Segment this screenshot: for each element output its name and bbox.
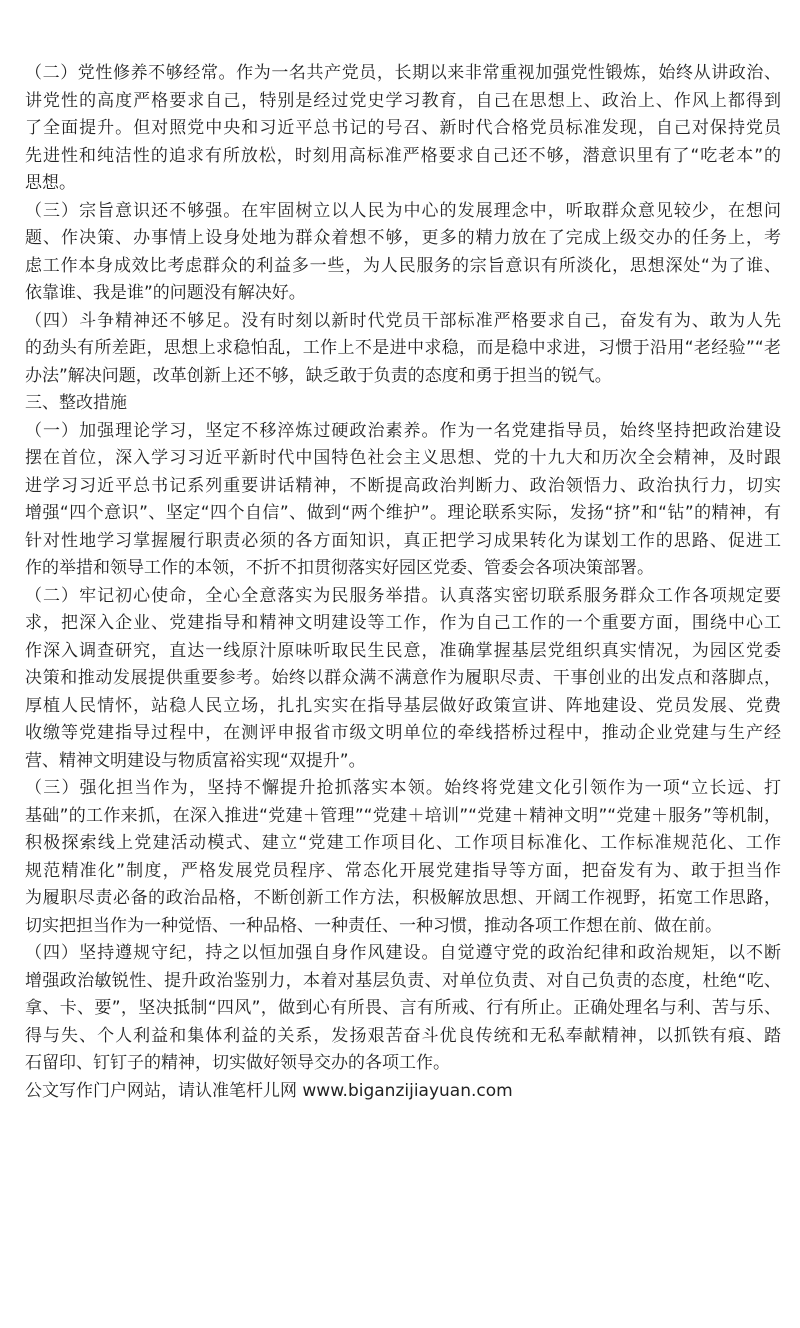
paragraph	[25, 940, 781, 1078]
text-line: 切实把担当作为一种觉悟、一种品格、一种责任、一种习惯，推动各项工作想在前、做在前。	[25, 915, 722, 936]
paragraph	[25, 775, 781, 940]
text-line: 增强政治敏锐性、提升政治鉴别力，本着对基层负责、对单位负责、对自己负责的态度，杜绝“吃、	[25, 970, 781, 991]
text-line: 办法”解决问题，改革创新上还不够，缺乏敢于负责的态度和勇于担当的锐气。	[25, 365, 612, 386]
text-line: 摆在首位，深入学习习近平新时代中国特色社会主义思想、党的十九大和历次全会精神，及时跟	[25, 448, 781, 468]
text-line: 基础”的工作来抓，在深入推进“党建＋管理”“党建＋培训”“党建＋精神文明”“党建＋服务”等机制，	[25, 805, 781, 826]
text-line: 作的举措和领导工作的本领，不折不扣贯彻落实好园区党委、管委会各项决策部署。	[25, 558, 654, 578]
paragraph	[25, 308, 781, 391]
text-line: 决策和推动发展提供重要参考。始终以群众满不满意作为履职尽责、干事创业的出发点和落脚点，	[25, 668, 781, 688]
text-line: 先进性和纯洁性的追求有所放松，时刻用高标准严格要求自己还不够，潜意识里有了“吃老本”的	[25, 145, 781, 166]
text-line: 进学习习近平总书记系列重要讲话精神，不断提高政治判断力、政治领悟力、政治执行力，切实	[25, 475, 781, 496]
text-line: （三）强化担当作为，坚持不懈提升抢抓落实本领。始终将党建文化引领作为一项“立长远、打	[25, 778, 781, 798]
text-line: 拿、卡、要”，坚决抵制“四风”，做到心有所畏、言有所戒、行有所止。正确处理名与利、苦与乐、	[25, 998, 781, 1018]
text-line: 题、作决策、办事情上设身处地为群众着想不够，更多的精力放在了完成上级交办的任务上，考	[25, 228, 781, 248]
text-line: 得与失、个人利益和集体利益的关系，发扬艰苦奋斗优良传统和无私奉献精神，以抓铁有痕、踏	[25, 1025, 781, 1046]
footer-note: 公文写作门户网站，请认准笔杆儿网 www.biganzijiayuan.com	[25, 1080, 513, 1101]
text-line: 依靠谁、我是谁”的问题没有解决好。	[25, 283, 306, 303]
text-line: 积极探索线上党建活动模式、建立“党建工作项目化、工作项目标准化、工作标准规范化、工作	[25, 833, 781, 853]
text-line: 讲党性的高度严格要求自己，特别是经过党史学习教育，自己在思想上、政治上、作风上都得到	[25, 90, 781, 111]
text-line: 增强“四个意识”、坚定“四个自信”、做到“两个维护”。理论联系实际，发扬“挤”和“钻”的精神，有	[25, 503, 781, 523]
document-body	[25, 60, 781, 1105]
text-line: （二）牢记初心使命，全心全意落实为民服务举措。认真落实密切联系服务群众工作各项规定要	[25, 585, 781, 606]
text-line: 规范精准化”制度，严格发展党员程序、常态化开展党建指导等方面，把奋发有为、敢于担当作	[25, 860, 781, 881]
text-line: 的劲头有所差距，思想上求稳怕乱，工作上不是进中求稳，而是稳中求进，习惯于沿用“老经验”“老	[25, 338, 781, 358]
text-line: （四）斗争精神还不够足。没有时刻以新时代党员干部标准严格要求自己，奋发有为、敢为人先	[25, 310, 781, 331]
text-line: 了全面提升。但对照党中央和习近平总书记的号召、新时代合格党员标准发现，自己对保持党员	[25, 118, 781, 138]
text-line: （二）党性修养不够经常。作为一名共产党员，长期以来非常重视加强党性锻炼，始终从讲政治、	[25, 63, 781, 83]
text-line: 为履职尽责必备的政治品格，不断创新工作方法，积极解放思想、开阔工作视野，拓宽工作思路，	[25, 888, 781, 908]
text-line: （三）宗旨意识还不够强。在牢固树立以人民为中心的发展理念中，听取群众意见较少，在想问	[25, 200, 781, 221]
text-line: 厚植人民情怀，站稳人民立场，扎扎实实在指导基层做好政策宣讲、阵地建设、党员发展、党费	[25, 695, 781, 716]
paragraph	[25, 583, 781, 776]
text-line: 营、精神文明建设与物质富裕实现“双提升”。	[25, 750, 366, 771]
text-line: 针对性地学习掌握履行职责必须的各方面知识，真正把学习成果转化为谋划工作的思路、促进工	[25, 530, 781, 551]
text-line: 求，把深入企业、党建指导和精神文明建设等工作，作为自己工作的一个重要方面，围绕中心工	[25, 613, 781, 633]
text-line: 石留印、钉钉子的精神，切实做好领导交办的各项工作。	[25, 1053, 450, 1073]
section-heading	[25, 390, 781, 418]
text-line: 作深入调查研究，直达一线原汁原味听取民生民意，准确掌握基层党组织真实情况，为园区党委	[25, 640, 781, 661]
paragraph	[25, 198, 781, 308]
text-line: 收缴等党建指导过程中，在测评申报省市级文明单位的牵线搭桥过程中，推动企业党建与生产经	[25, 723, 781, 743]
text-line: （四）坚持遵规守纪，持之以恒加强自身作风建设。自觉遵守党的政治纪律和政治规矩，以不断	[25, 943, 781, 963]
paragraph	[25, 60, 781, 198]
text-line: （一）加强理论学习，坚定不移淬炼过硬政治素养。作为一名党建指导员，始终坚持把政治建设	[25, 420, 781, 441]
text-line: 三、整改措施	[25, 393, 127, 413]
cut-off-previous-line	[25, 0, 685, 4]
text-line: 虑工作本身成效比考虑群众的利益多一些，为人民服务的宗旨意识有所淡化，思想深处“为了谁、	[25, 255, 781, 276]
paragraph	[25, 418, 781, 583]
text-line: 思想。	[25, 173, 76, 193]
